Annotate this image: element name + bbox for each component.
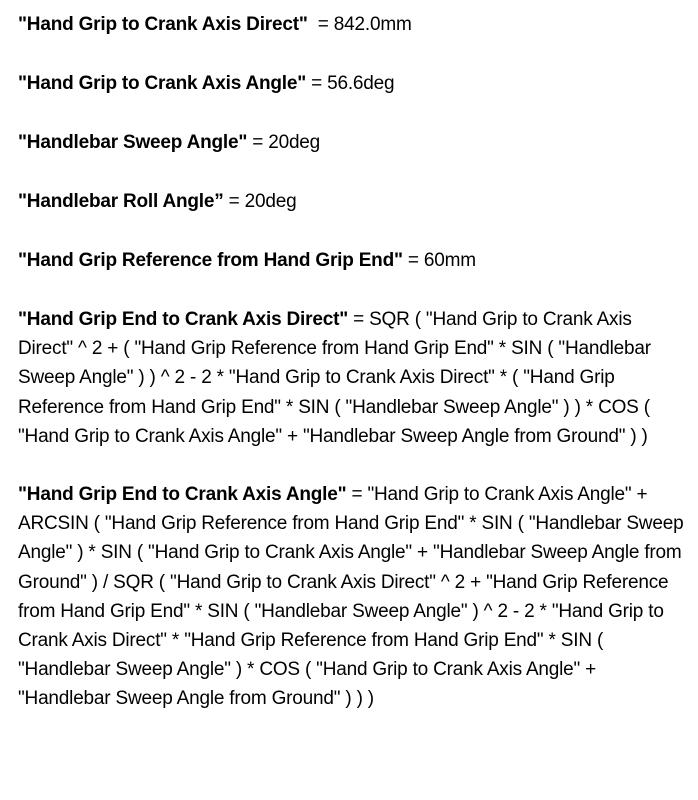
variable-value: = 60mm — [402, 250, 476, 271]
variable-name: "Hand Grip to Crank Axis Direct" — [18, 14, 308, 35]
variable-value: = 20deg — [247, 132, 321, 153]
formula-name: "Hand Grip End to Crank Axis Direct" — [18, 309, 349, 330]
variable-value: = 20deg — [223, 191, 297, 212]
grip-end-angle-formula — [18, 480, 684, 714]
grip-reference-line — [18, 246, 684, 275]
formula-expression: = "Hand Grip to Crank Axis Angle" + ARCSIN ( "Hand Grip Reference from Hand Grip End" * SIN ( "Handlebar Sweep Angle" ) * SIN ( "Hand Grip to Crank Axis Angle" + "Handlebar Sweep Angle from Ground" ) / SQR ( "Hand Grip to Crank Axis Direct" ^ 2 + "Hand Grip Reference from Hand Grip End" * SIN ( "Handlebar Sweep Angle" ) ^ 2 - 2 * "Hand Grip to Crank Axis Direct" * "Hand Grip Reference from Hand Grip End" * SIN ( "Handlebar Sweep Angle" ) * COS ( "Hand Grip to Crank Axis Angle" + "Handlebar Sweep Angle from Ground" ) ) ) — [18, 484, 684, 710]
grip-to-crank-angle-line — [18, 69, 684, 98]
variable-name: "Handlebar Sweep Angle" — [18, 132, 248, 153]
formula-expression: = SQR ( "Hand Grip to Crank Axis Direct" ^ 2 + ( "Hand Grip Reference from Hand Grip End" * SIN ( "Handlebar Sweep Angle" ) ) ^ 2 - 2 * "Hand Grip to Crank Axis Direct" * ( "Hand Grip Reference from Hand Grip End" * SIN ( "Handlebar Sweep Angle" ) ) * COS ( "Hand Grip to Crank Axis Angle" + "Handlebar Sweep Angle from Ground" ) ) — [18, 309, 651, 447]
variable-value: = 56.6deg — [306, 73, 395, 94]
variable-name: "Hand Grip to Crank Axis Angle" — [18, 73, 307, 94]
variable-name: "Hand Grip Reference from Hand Grip End" — [18, 250, 403, 271]
formula-name: "Hand Grip End to Crank Axis Angle" — [18, 484, 347, 506]
variable-value: = 842.0mm — [307, 14, 412, 35]
variable-name: "Handlebar Roll Angle” — [18, 191, 224, 212]
grip-end-direct-formula — [18, 305, 684, 451]
roll-angle-line — [18, 187, 684, 216]
grip-to-crank-direct-line — [18, 10, 684, 39]
sweep-angle-line — [18, 128, 684, 157]
